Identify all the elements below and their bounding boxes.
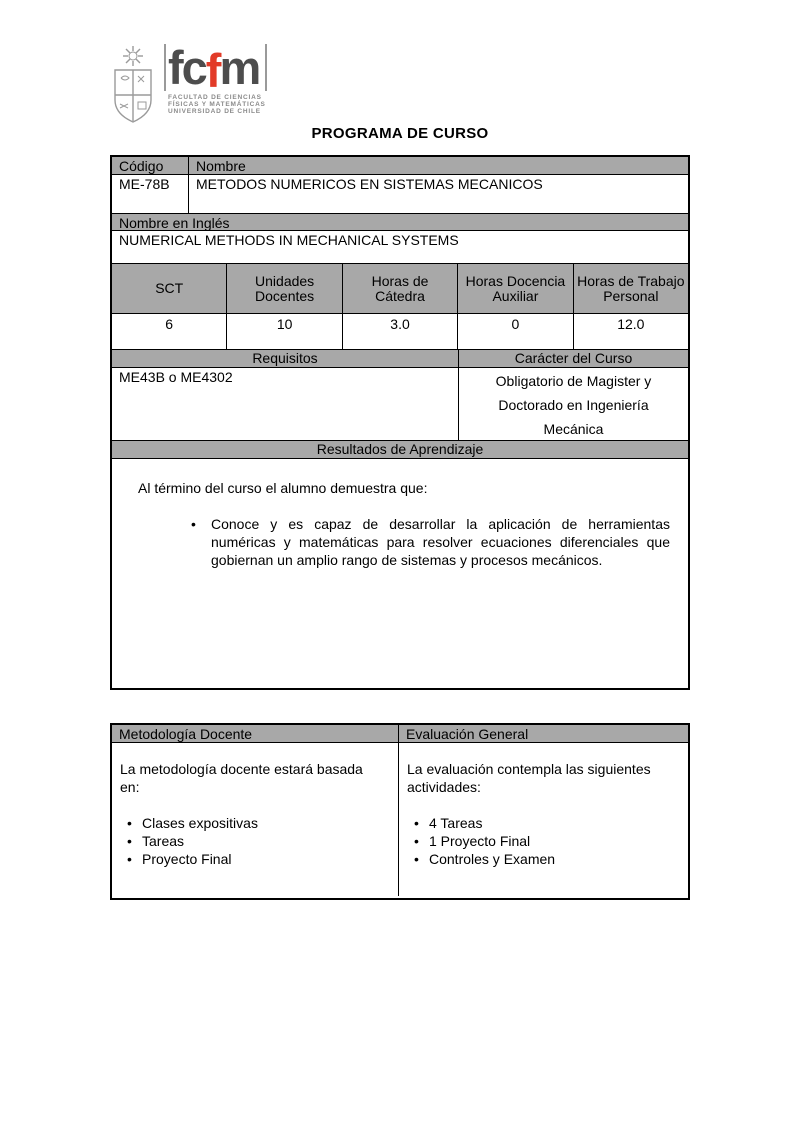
codigo-header-row — [112, 157, 688, 175]
fcfm-wordmark-block — [164, 41, 267, 115]
codigo-value-cell: ME-78B — [112, 175, 189, 213]
nombre-header-cell: Nombre — [189, 157, 688, 174]
wordmark-m: m — [219, 41, 260, 94]
evaluacion-item: • 1 Proyecto Final — [407, 832, 676, 850]
resultados-item: • Conoce y es capaz de desarrollar la aplicación de herramientas numéricas y matemáticas para resolver ecuaciones diferenciales que gobiernan un amplio rango de sistemas y procesos mecánicos. — [185, 515, 670, 569]
requisitos-value-row — [112, 368, 688, 441]
horas-catedra-value-cell: 3.0 — [343, 314, 458, 349]
course-info-table — [110, 155, 690, 690]
metodologia-body-cell — [112, 743, 399, 896]
sct-value-cell: 6 — [112, 314, 227, 349]
page-title: PROGRAMA DE CURSO — [311, 125, 489, 142]
metodologia-header-cell: Metodología Docente — [112, 725, 399, 742]
horas-docencia-auxiliar-header-cell: Horas Docencia Auxiliar — [458, 264, 573, 313]
evaluacion-list — [407, 814, 676, 868]
fcfm-logo — [108, 41, 267, 126]
methodology-evaluation-table — [110, 723, 690, 900]
hours-values-row — [112, 314, 688, 350]
wordmark-red-f: f — [205, 44, 220, 97]
horas-trabajo-personal-header-cell: Horas de Trabajo Personal — [574, 264, 688, 313]
sct-header-cell: SCT — [112, 264, 227, 313]
methodology-evaluation-header-row — [112, 725, 688, 743]
codigo-header-cell: Código — [112, 157, 189, 174]
requisitos-value-cell: ME43B o ME4302 — [112, 368, 459, 440]
resultados-header-row — [112, 441, 688, 459]
caracter-header-cell: Carácter del Curso — [459, 350, 688, 367]
evaluacion-item: • Controles y Examen — [407, 850, 676, 868]
nombre-ingles-value-cell: NUMERICAL METHODS IN MECHANICAL SYSTEMS — [119, 232, 459, 248]
nombre-ingles-header-cell: Nombre en Inglés — [112, 214, 688, 230]
horas-docencia-auxiliar-value-cell: 0 — [458, 314, 573, 349]
evaluacion-item: • 4 Tareas — [407, 814, 676, 832]
logo-caption-line3: UNIVERSIDAD DE CHILE — [168, 107, 261, 115]
nombre-ingles-header-row — [112, 214, 688, 231]
requisitos-header-cell: Requisitos — [112, 350, 459, 367]
resultados-body-row — [112, 459, 688, 688]
metodologia-item: • Tareas — [120, 832, 386, 850]
unidades-docentes-header-cell: Unidades Docentes — [227, 264, 342, 313]
metodologia-item: • Proyecto Final — [120, 850, 386, 868]
resultados-body — [112, 459, 688, 569]
metodologia-list — [120, 814, 386, 868]
hours-header-row — [112, 264, 688, 314]
metodologia-intro: La metodología docente estará basada en: — [120, 761, 363, 795]
nombre-value-cell: METODOS NUMERICOS EN SISTEMAS MECANICOS — [196, 176, 543, 192]
university-shield-icon — [108, 44, 158, 126]
evaluacion-body-cell — [399, 743, 688, 896]
metodologia-item: • Clases expositivas — [120, 814, 386, 832]
logo-caption-line1: FACULTAD DE CIENCIAS — [168, 94, 262, 101]
evaluacion-intro: La evaluación contempla las siguientes actividades: — [407, 761, 651, 795]
wordmark-fc: fc — [168, 41, 206, 94]
unidades-docentes-value-cell: 10 — [227, 314, 342, 349]
horas-trabajo-personal-value-cell: 12.0 — [617, 316, 645, 332]
caracter-value-cell: Obligatorio de Magister y Doctorado en Ingeniería Mecánica — [495, 373, 652, 437]
resultados-intro: Al término del curso el alumno demuestra que: — [138, 480, 428, 496]
logo-caption-line2: FÍSICAS Y MATEMÁTICAS — [168, 100, 266, 108]
horas-catedra-header-cell: Horas de Cátedra — [343, 264, 458, 313]
resultados-header-cell: Resultados de Aprendizaje — [112, 441, 688, 458]
evaluacion-header-cell: Evaluación General — [399, 725, 688, 742]
fcfm-wordmark — [164, 41, 267, 97]
codigo-value-row — [112, 175, 688, 214]
resultados-list — [185, 515, 670, 569]
requisitos-header-row — [112, 350, 688, 368]
logo-caption — [164, 95, 267, 115]
methodology-evaluation-body-row — [112, 743, 688, 896]
nombre-ingles-value-row — [112, 231, 688, 264]
